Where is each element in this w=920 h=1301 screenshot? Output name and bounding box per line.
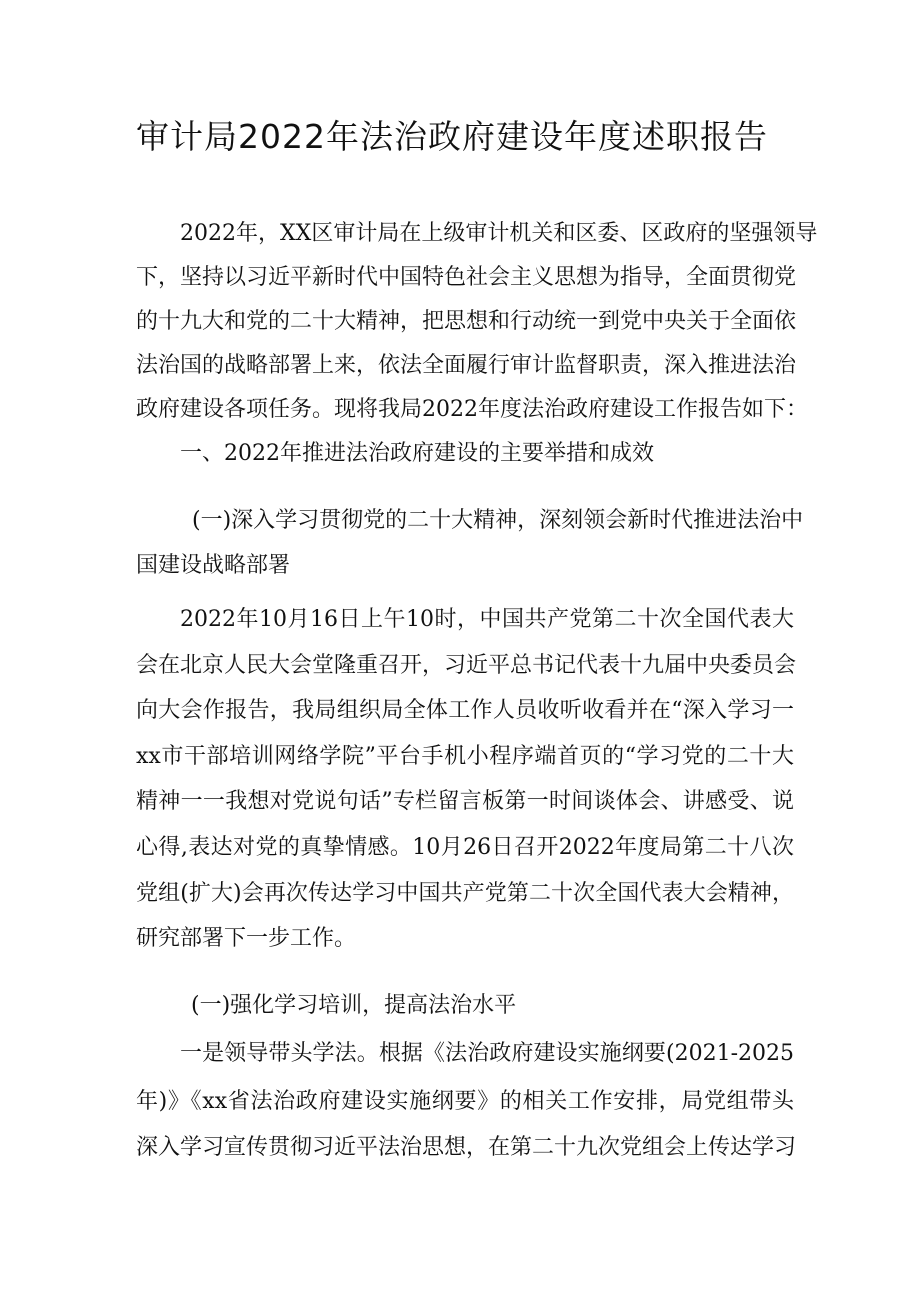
paragraph-line: 深入学习宣传贯彻习近平法治思想，在第二十九次党组会上传达学习 [136,1135,797,1160]
paragraph-line: 精神一一我想对党说句话”专栏留言板第一时间谈体会、讲感受、说 [136,789,794,814]
paragraph-line: 法治国的战略部署上来，依法全面履行审计监督职责，深入推进法治 [136,353,797,378]
paragraph-line: xx市干部培训网络学院”平台手机小程序端首页的“学习党的二十大 [136,744,794,769]
paragraph-line: 年)》《xx省法治政府建设实施纲要》的相关工作安排，局党组带头 [136,1089,794,1114]
paragraph-line: 的十九大和党的二十大精神，把思想和行动统一到党中央关于全面依 [136,309,797,334]
section-heading: 一、2022年推进法治政府建设的主要举措和成效 [180,441,654,466]
paragraph-line: 心得,表达对党的真挚情感。10月26日召开2022年度局第二十八次 [136,835,794,860]
paragraph-line: 党组(扩大)会再次传达学习中国共产党第二十次全国代表大会精神， [136,881,794,906]
paragraph-line: 研究部署下一步工作。 [136,926,357,951]
document-title: 审计局2022年法治政府建设年度述职报告 [136,117,768,156]
paragraph-line: 一是领导带头学法。根据《法治政府建设实施纲要(2021-2025 [180,1041,794,1066]
subsection-heading: (一)深入学习贯彻党的二十大精神，深刻领会新时代推进法治中 [192,508,804,533]
subsection-heading: (一)强化学习培训，提高法治水平 [191,993,517,1018]
paragraph-line: 政府建设各项任务。现将我局2022年度法治政府建设工作报告如下： [136,397,808,422]
paragraph-line: 2022年10月16日上午10时，中国共产党第二十次全国代表大 [180,607,794,632]
paragraph-line: 2022年，XX区审计局在上级审计机关和区委、区政府的坚强领导 [180,221,818,246]
paragraph-line: 下，坚持以习近平新时代中国特色社会主义思想为指导，全面贯彻党 [136,265,797,290]
paragraph-line: 向大会作报告，我局组织局全体工作人员收听收看并在“深入学习一 [136,698,794,723]
paragraph-line: 会在北京人民大会堂隆重召开，习近平总书记代表十九届中央委员会 [136,653,797,678]
subsection-heading: 国建设战略部署 [136,553,291,578]
